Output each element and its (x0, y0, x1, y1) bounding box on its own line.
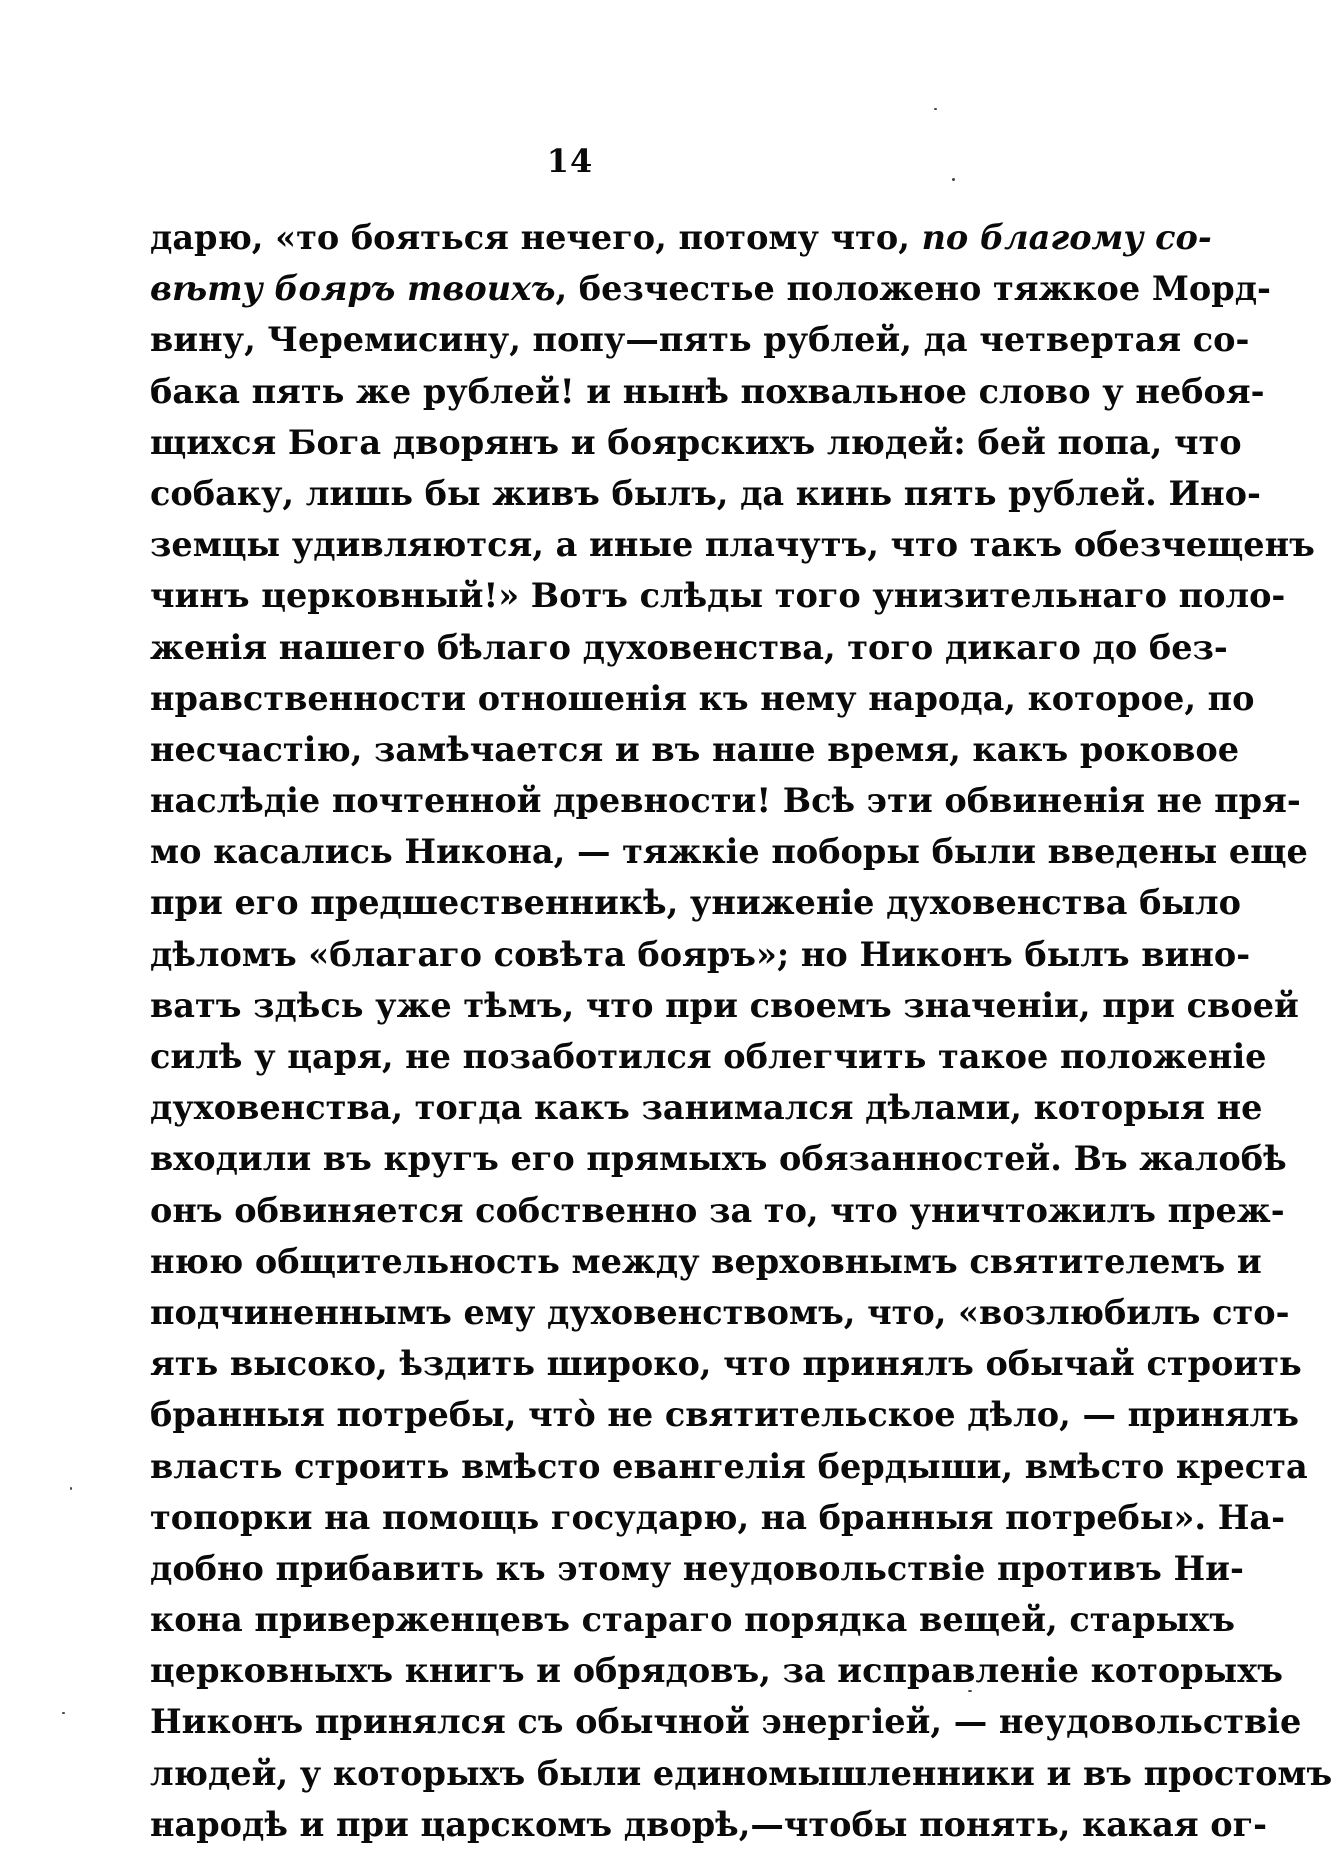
scan-speck (968, 1690, 972, 1692)
text-line: щихся Бога дворянъ и боярскихъ людей: бей попа, что (150, 422, 1242, 462)
text-line: топорки на помощь государю, на бранныя потребы». На- (150, 1497, 1285, 1537)
text-line: церковныхъ книгъ и обрядовъ, за исправленіе которыхъ (150, 1651, 1283, 1691)
italic-quote: вѣту бояръ твоихъ (150, 269, 556, 309)
text-line: мо касались Никона, — тяжкіе поборы были введены еще (150, 832, 1308, 872)
text-line: женія нашего бѣлаго духовенства, того дикаго до без- (150, 627, 1228, 667)
text-line: онъ обвиняется собственно за то, что уничтожилъ преж- (150, 1190, 1285, 1230)
text-line: ять высоко, ѣздить широко, что принялъ обычай строить (150, 1344, 1302, 1384)
text-line: бака пять же рублей! и нынѣ похвальное слово у небоя- (150, 371, 1265, 411)
italic-quote: по благому со- (921, 218, 1212, 257)
text-line: кона приверженцевъ стараго порядка вещей, старыхъ (150, 1600, 1235, 1640)
text-line: добно прибавить къ этому неудовольствіе противъ Ни- (150, 1548, 1244, 1588)
text-line: входили въ кругъ его прямыхъ обязанностей. Въ жалобѣ (150, 1139, 1287, 1179)
text-line: дѣломъ «благаго совѣта бояръ»; но Никонъ былъ вино- (150, 934, 1251, 974)
text-line: людей, у которыхъ были единомышленники и въ простомъ (150, 1753, 1332, 1793)
text-line: собаку, лишь бы живъ былъ, да кинь пять рублей. Ино- (150, 473, 1261, 513)
text-line: силѣ у царя, не позаботился облегчить такое положеніе (150, 1037, 1267, 1076)
body-text (150, 212, 1332, 1850)
text-line: вину, Черемисину, попу—пять рублей, да четвертая со- (150, 320, 1250, 360)
text-line: чинъ церковный!» Вотъ слѣды того унизительнаго поло- (150, 576, 1286, 616)
text-line: народѣ и при царскомъ дворѣ,—чтобы понять, какая ог- (150, 1804, 1268, 1844)
text-line: духовенства, тогда какъ занимался дѣлами, которыя не (150, 1088, 1263, 1128)
text-line: при его предшественникѣ, униженіе духовенства было (150, 883, 1241, 923)
text-line: нюю общительность между верховнымъ святителемъ и (150, 1241, 1262, 1281)
text-line: Никонъ принялся съ обычной энергіей, — неудовольствіе (150, 1702, 1302, 1742)
scan-speck (70, 1487, 72, 1490)
text-line: подчиненнымъ ему духовенствомъ, что, «возлюбилъ сто- (150, 1292, 1290, 1332)
text-line: ватъ здѣсь уже тѣмъ, что при своемъ значеніи, при своей (150, 985, 1299, 1025)
text-line: земцы удивляются, а иные плачутъ, что такъ обезчещенъ (150, 525, 1315, 565)
text-line: вѣту бояръ твоихъ, безчестье положено тяжкое Морд- (150, 269, 1271, 309)
scan-speck (952, 178, 955, 181)
text-line: дарю, «то бояться нечего, потому что, по благому со- (150, 218, 1212, 257)
text-line: власть строить вмѣсто евангелія бердыши, вмѣсто креста (150, 1446, 1308, 1486)
scan-speck (62, 1712, 65, 1714)
scan-speck (934, 108, 937, 110)
text-line: наслѣдіе почтенной древности! Всѣ эти обвиненія не пря- (150, 781, 1301, 821)
text-line: нравственности отношенія къ нему народа, которое, по (150, 678, 1255, 718)
text-line: бранныя потребы, что̀ не святительское дѣло, — принялъ (150, 1395, 1299, 1435)
page-number: 14 (546, 142, 594, 180)
text-line: несчастію, замѣчается и въ наше время, какъ роковое (150, 729, 1240, 769)
